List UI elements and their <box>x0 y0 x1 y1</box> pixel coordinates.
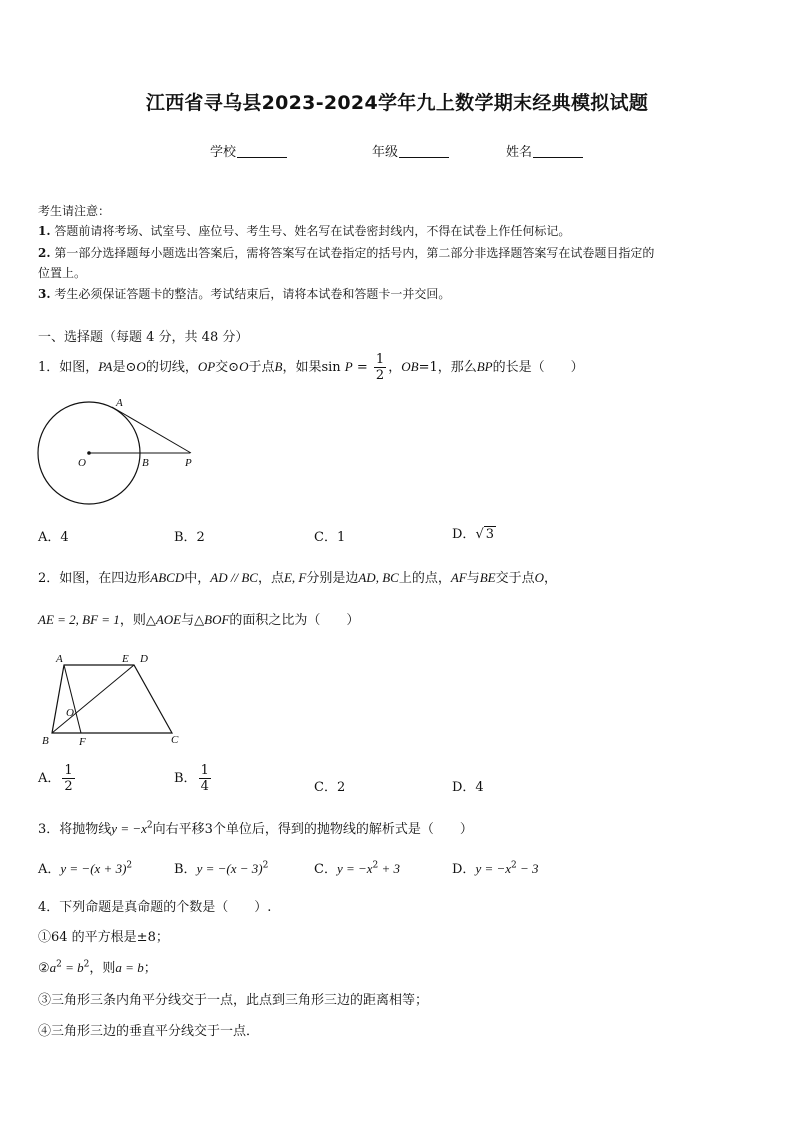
q3-option-c <box>314 858 400 877</box>
math: a = b <box>115 960 144 975</box>
notice-item-2 <box>38 243 654 263</box>
q3-option-d <box>452 858 539 877</box>
question-2-stem-line1 <box>38 567 557 586</box>
q2-option-c: C．2 <box>314 780 346 795</box>
text: 交⊙ <box>215 360 240 375</box>
math: AD // BC <box>210 570 258 585</box>
math: + 3 <box>378 861 401 876</box>
text: =1，那么 <box>418 360 477 375</box>
notice-num: 2. <box>38 246 51 260</box>
text: 的面积之比为（ ） <box>229 613 360 628</box>
math: BP <box>476 359 493 374</box>
name-blank <box>533 145 583 158</box>
q4-statement-2 <box>38 957 157 976</box>
notice-text: 第一部分选择题每小题选出答案后，需将答案写在试卷指定的括号内，第二部分非选择题答案写在试卷题目指定的 <box>54 246 655 260</box>
tangent-line <box>112 407 191 453</box>
question-number: 4． <box>38 900 60 915</box>
q4-statement-1: ①64 的平方根是±8； <box>38 930 169 945</box>
q1-option-c: C．1 <box>314 530 346 545</box>
option-prefix: D． <box>452 862 476 877</box>
question-2-stem-line2 <box>38 609 359 628</box>
notice-text: 答题前请将考场、试室号、座位号、考生号、姓名写在试卷密封线内，不得在试卷上作任何标记。 <box>54 224 571 238</box>
school-field <box>210 141 287 160</box>
math: BE <box>479 570 496 585</box>
exponent: 2 <box>372 860 379 871</box>
text: ② <box>38 961 50 976</box>
text: ，点 <box>257 571 284 586</box>
notice-num: 3. <box>38 287 51 301</box>
math: OP <box>197 359 216 374</box>
segment-be <box>52 665 134 733</box>
question-1-stem <box>38 350 584 385</box>
math: O <box>239 359 249 374</box>
label-D: D <box>140 653 148 665</box>
option-prefix: D． <box>452 527 476 542</box>
question-number: 2． <box>38 571 60 586</box>
text: 向右平移 <box>152 822 205 837</box>
exponent: 2 <box>126 860 133 871</box>
text: 将抛物线 <box>59 822 112 837</box>
q1-option-b: B．2 <box>174 530 205 545</box>
notice-item-1 <box>38 221 570 241</box>
math: sin <box>321 360 341 375</box>
option-prefix: A． <box>38 862 61 877</box>
sqrt-sign: √ <box>475 527 484 542</box>
exponent: 2 <box>511 860 517 871</box>
notice-text: 考生必须保证答题卡的整洁。考试结束后，请将本试卷和答题卡一并交回。 <box>54 287 451 301</box>
label-B: B <box>142 457 149 469</box>
math: AE = 2, BF = 1 <box>38 612 120 627</box>
label-B: B <box>42 735 49 747</box>
option-prefix: B． <box>174 771 197 786</box>
notice-heading: 考生请注意： <box>38 204 111 218</box>
q2-option-b <box>174 763 213 794</box>
math: y = −x <box>336 861 373 876</box>
q4-statement-4: ④三角形三边的垂直平分线交于一点． <box>38 1024 260 1039</box>
numerator: 1 <box>200 763 209 778</box>
label-A: A <box>116 397 123 409</box>
text: 的长是（ ） <box>492 360 584 375</box>
math: △AOE <box>145 612 182 627</box>
question-3-stem <box>38 818 473 837</box>
question-4-stem <box>38 896 271 915</box>
fraction <box>62 763 74 794</box>
math: B <box>274 359 283 374</box>
school-label: 学校 <box>210 145 237 160</box>
text: ， <box>544 571 558 586</box>
text: 中， <box>184 571 211 586</box>
math: E, F <box>283 570 307 585</box>
q3-option-a <box>38 858 132 877</box>
math: AF <box>450 570 467 585</box>
math: = b <box>61 960 84 975</box>
text: 分别是边 <box>306 571 359 586</box>
text: ， <box>388 360 402 375</box>
name-field <box>506 141 583 160</box>
name-label: 姓名 <box>506 145 533 160</box>
school-blank <box>237 145 287 158</box>
math: a <box>49 960 57 975</box>
text: 交于点 <box>495 571 535 586</box>
q1-option-d <box>452 523 496 542</box>
math: △BOF <box>194 612 230 627</box>
figure-circle-tangent <box>36 394 206 508</box>
text: 如图，在四边形 <box>59 571 151 586</box>
math: AD, BC <box>358 570 399 585</box>
option-prefix: B． <box>174 862 197 877</box>
math: y = −(x + 3) <box>60 861 127 876</box>
text: ，则 <box>119 613 146 628</box>
exponent: 2 <box>83 959 90 970</box>
text: ，则 <box>89 961 116 976</box>
text: ； <box>143 961 157 976</box>
math: PA <box>98 359 113 374</box>
math: 3 <box>204 822 213 837</box>
text: 与 <box>181 613 195 628</box>
question-number: 1． <box>38 360 60 375</box>
math: y = −x <box>475 861 512 876</box>
text: 如图， <box>59 360 99 375</box>
q3-option-b <box>174 858 268 877</box>
fraction <box>374 352 386 383</box>
section-heading: 一、选择题（每题 4 分，共 48 分） <box>38 330 249 345</box>
label-C: C <box>171 734 179 746</box>
fraction <box>199 763 211 794</box>
numerator: 1 <box>375 352 385 367</box>
sqrt-radicand: 3 <box>485 527 495 542</box>
math: O <box>534 570 545 585</box>
center-dot <box>87 451 91 455</box>
denominator: 2 <box>375 368 385 383</box>
q1-option-a: A．4 <box>38 530 69 545</box>
exponent: 2 <box>146 820 153 831</box>
denominator: 2 <box>64 779 73 794</box>
q2-option-a <box>38 763 77 794</box>
math: = <box>352 360 372 375</box>
numerator: 1 <box>64 763 73 778</box>
text: 个单位后，得到的抛物线的解析式是（ ） <box>212 822 473 837</box>
text: 与 <box>466 571 480 586</box>
notice-num: 1. <box>38 224 51 238</box>
math: ABCD <box>150 570 185 585</box>
label-F: F <box>79 736 86 748</box>
text: 于点 <box>248 360 275 375</box>
exponent: 2 <box>262 860 269 871</box>
option-prefix: A． <box>38 771 61 786</box>
page-title: 江西省寻乌县2023-2024学年九上数学期末经典模拟试题 <box>145 92 649 114</box>
q4-statement-3: ③三角形三条内角平分线交于一点，此点到三角形三边的距离相等； <box>38 993 429 1008</box>
label-O: O <box>78 457 86 469</box>
text: ，如果 <box>282 360 322 375</box>
option-prefix: C． <box>314 862 337 877</box>
notice-item-3 <box>38 284 450 304</box>
exponent: 2 <box>56 959 62 970</box>
math: O <box>136 359 146 374</box>
math: OB <box>401 359 419 374</box>
label-A: A <box>56 653 63 665</box>
text: 是⊙ <box>112 360 137 375</box>
text: 上的点， <box>398 571 451 586</box>
grade-label: 年级 <box>372 145 399 160</box>
text: 下列命题是真命题的个数是（ ）. <box>59 900 272 915</box>
question-number: 3． <box>38 822 60 837</box>
label-O: O <box>66 707 74 719</box>
segment-af <box>64 665 81 733</box>
math: − 3 <box>516 861 539 876</box>
text: 的切线， <box>145 360 198 375</box>
label-E: E <box>122 653 129 665</box>
math: y = −x <box>111 821 147 836</box>
figure-quadrilateral <box>36 650 186 750</box>
math: P <box>344 359 353 374</box>
math: y = −(x − 3) <box>196 861 263 876</box>
denominator: 4 <box>200 779 209 794</box>
grade-blank <box>399 145 449 158</box>
label-P: P <box>185 457 192 469</box>
notice-item-2-cont: 位置上。 <box>38 266 87 280</box>
quadrilateral-shape <box>52 665 172 733</box>
grade-field <box>372 141 449 160</box>
q2-option-d: D．4 <box>452 780 484 795</box>
